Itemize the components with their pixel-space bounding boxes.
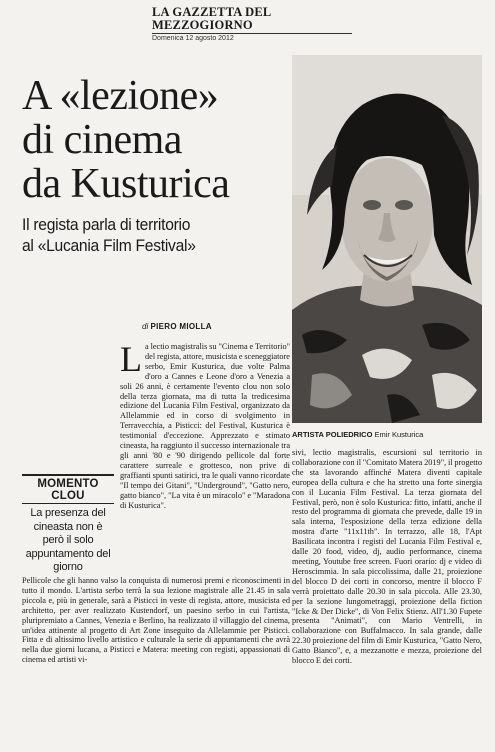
subtitle-line-2: al «Lucania Film Festival»: [22, 236, 196, 255]
article-column-1-top: [120, 339, 290, 510]
article-column-1-bottom: Pellicole che gli hanno valso la conquista di numerosi premi e riconoscimenti in tutto il mondo. L'artista serbo terrà la sua lezione magistrale alle 21.45 in sala piccola e, più in generale, sarà a Pisticci in veste di regista, attore, musicista ed architetto, per aver realizzato Kustendorf, un paesino serbo in cui l'artista, pluripremiato a Cannes, Venezia e Berlino, ha realizzato il villaggio del cinema, un'idea attinente al progetto di Art Zone inseguito da Allelammie per Pisticci. Fitta e di altissimo livello artistico e culturale la serie di appuntamenti che avrà nella due giorni lucana, a Pisticci e Matera: meeting con registi, appassionati di cinema ed artisti vi-: [22, 576, 290, 665]
issue-date: Domenica 12 agosto 2012: [152, 35, 234, 42]
box-text: La presenza del cineasta non è però il solo appuntamento del giorno: [25, 507, 111, 573]
headline-line-1: A «lezione»: [22, 73, 219, 119]
box-kicker: MOMENTO CLOU: [22, 474, 114, 504]
byline-prefix: di: [142, 322, 149, 331]
momento-clou-box: [22, 474, 114, 575]
photo-caption: [292, 430, 482, 439]
portrait-illustration: [292, 55, 482, 423]
subtitle-line-1: Il regista parla di territorio: [22, 215, 191, 234]
headline-line-2: di cinema: [22, 117, 182, 163]
byline-author: PIERO MIOLLA: [150, 322, 212, 331]
byline: [142, 322, 292, 331]
subtitle: [22, 214, 270, 256]
caption-text: Emir Kusturica: [374, 430, 424, 439]
headline: [22, 74, 292, 206]
article-column-2: sivi, lectio magistralis, escursioni sul territorio in collaborazione con il "Comitato Matera 2019", il progetto che sta lavorando affinché Matera diventi capitale europea della cultura e che ha stretto una forte sinergia con il Lucania Film Festival. La terza giornata del Festival, però, non è solo Kusturica: fitto, infatti, anche il resto del programma di giornata che prevede, dalle 19 in sala interna, l'esposizione della terza edizione della mostra d'arte "11x11th". In terrazzo, alle 18, l'Apt Basilicata incontra i registi del Lucania Film Festival e, dalle 20 food, video, dj, audio performance, cinema meeting, Youtube free screen. Fuori orario: dj e video di Heroscimmia. In sala piccolissima, dalle 21, proiezione del blocco D dei corti in concorso, mentre il blocco F verrà proiettato dalle 20.30 in sala piccola. Alle 23.30, per la sezione lungometraggi, proiezione della fiction "Icke & Der Dicke", di Von Felix Stienz. All'1.30 Fupete presenta "Animati", con Mario Ventrelli, in collaborazione con Buffalmacco. In sala grande, dalle 22.30 proiezione del film di Emir Kusturica, "Gatto Nero, Gatto Bianco", e, a mezzanotte e mezza, proiezione del blocco E dei corti.: [292, 448, 482, 666]
caption-label: ARTISTA POLIEDRICO: [292, 430, 373, 439]
headline-line-3: da Kusturica: [22, 161, 230, 207]
masthead: [152, 6, 352, 43]
newspaper-name: LA GAZZETTA DEL MEZZOGIORNO: [152, 6, 352, 34]
article-text-1: a lectio magistralis su "Cinema e Territorio" del regista, attore, musicista e sceneggiatore serbo, Emir Kusturica, due volte Palma d'oro a Cannes e Leone d'oro a Venezia a soli 26 anni, è certamente l'evento clou non solo della terza giornata, ma di tutta la tredicesima edizione del Lucania Film Festival, organizzato da Allelammie ed in corso di svolgimento in Terravecchia, a Pisticci: del Festival, Kusturica è testimonial d'eccezione. Apprezzato e stimato cineasta, ha raggiunto il successo internazionale tra gli anni '80 e '90 dirigendo pellicole dal forte carattere surreale e grottesco, non prive di graffianti spunti satirici, tra le quali vanno ricordate "Il tempo dei Gitani", "Underground", "Gatto nero, gatto bianco", "La vita è un miracolo" e "Maradona di Kusturica".: [120, 342, 290, 510]
drop-cap: L: [120, 339, 142, 379]
portrait-photo: [292, 55, 482, 423]
